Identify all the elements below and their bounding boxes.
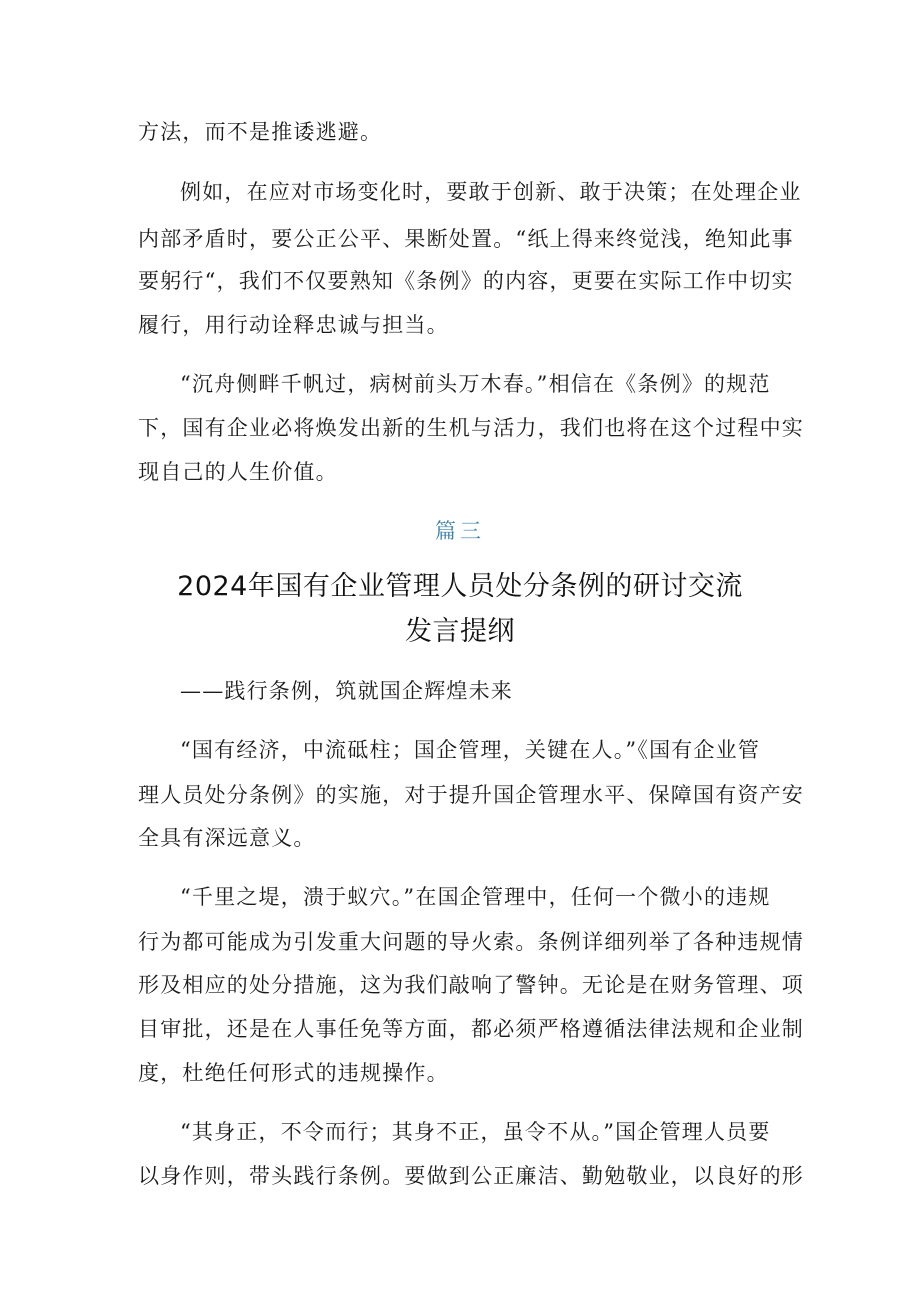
paragraph-line: 行为都可能成为引发重大问题的导火索。条例详细列举了各种违规情: [138, 930, 804, 954]
paragraph-line: “沉舟侧畔千帆过，病树前头万木春。”相信在《条例》的规范: [180, 372, 771, 396]
paragraph-line: 方法，而不是推诿逃避。: [138, 120, 383, 144]
document-title: 2024年国有企业管理人员处分条例的研讨交流: [177, 571, 743, 602]
paragraph-line: 理人员处分条例》的实施，对于提升国企管理水平、保障国有资产安: [138, 783, 804, 807]
paragraph-line: 现自己的人生价值。: [138, 460, 338, 484]
paragraph-line: 履行，用行动诠释忠诚与担当。: [138, 313, 449, 337]
paragraph-line: 全具有深远意义。: [138, 826, 316, 850]
paragraph-line: “千里之堤，溃于蚁穴。”在国企管理中，任何一个微小的违规: [180, 885, 771, 909]
document-title-continued: 发言提纲: [405, 616, 515, 647]
paragraph-line: 要躬行“，我们不仅要熟知《条例》的内容，更要在实际工作中切实: [138, 269, 794, 293]
paragraph-line: “国有经济，中流砥柱；国企管理，关键在人。”《国有企业管: [180, 738, 761, 762]
paragraph-line: 下，国有企业必将焕发出新的生机与活力，我们也将在这个过程中实: [138, 416, 804, 440]
paragraph-line: 度，杜绝任何形式的违规操作。: [138, 1061, 449, 1085]
paragraph-line: 目审批，还是在人事任免等方面，都必须严格遵循法律法规和企业制: [138, 1017, 804, 1041]
section-label: 篇三: [435, 519, 485, 543]
paragraph-line: 内部矛盾时，要公正公平、果断处置。“纸上得来终觉浅，绝知此事: [138, 227, 794, 251]
paragraph-line: 以身作则，带头践行条例。要做到公正廉洁、勤勉敬业，以良好的形: [138, 1164, 804, 1188]
paragraph-line: 例如，在应对市场变化时，要敢于创新、敢于决策；在处理企业: [180, 180, 802, 204]
paragraph-line: 形及相应的处分措施，这为我们敲响了警钟。无论是在财务管理、项: [138, 973, 804, 997]
paragraph-line: “其身正，不令而行；其身不正，虽令不从。”国企管理人员要: [180, 1120, 771, 1144]
subtitle: ——践行条例，筑就国企辉煌未来: [180, 679, 513, 703]
